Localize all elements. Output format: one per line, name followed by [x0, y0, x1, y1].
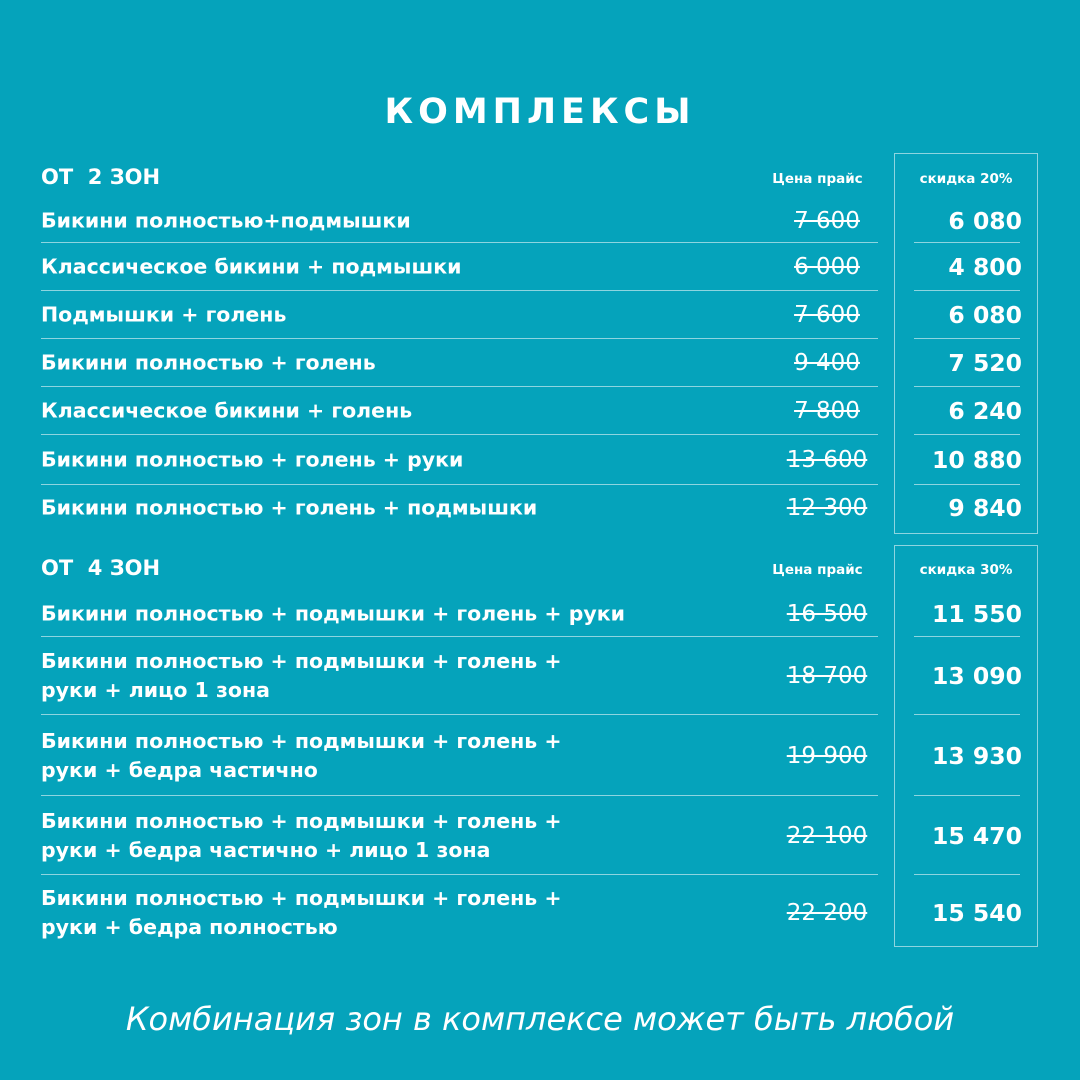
- table-row: [0, 637, 1080, 715]
- list-price: 7 800: [794, 398, 860, 424]
- table-row: [0, 435, 1080, 485]
- discount-price: 6 240: [948, 397, 1022, 425]
- zone-name: Бикини полностью + подмышки + голень + руки: [41, 601, 626, 625]
- discount-price: 4 800: [948, 253, 1022, 281]
- list-price: 22 100: [786, 822, 868, 849]
- discount-price: 7 520: [948, 349, 1022, 377]
- list-price: 16 500: [786, 600, 868, 627]
- discount-price: 13 930: [932, 741, 1022, 770]
- zone-name: Классическое бикини + подмышки: [41, 254, 462, 279]
- list-price: 13 600: [786, 447, 868, 473]
- table-row: [0, 291, 1080, 339]
- discount-price: 6 080: [948, 207, 1022, 235]
- list-price: 6 000: [794, 254, 860, 280]
- group-header-2: [0, 546, 1080, 590]
- discount-price: 15 470: [932, 821, 1022, 850]
- table-row: [0, 796, 1080, 875]
- zone-name: Бикини полностью + голень + руки: [41, 447, 464, 472]
- discount-price: 9 840: [948, 494, 1022, 522]
- zone-name: Бикини полностью + подмышки + голень + руки + бедра частично + лицо 1 зона: [41, 808, 562, 862]
- list-price: 12 300: [786, 495, 868, 521]
- zone-name: Бикини полностью + подмышки + голень + руки + бедра полностью: [41, 886, 562, 939]
- discount-price: 15 540: [932, 899, 1022, 927]
- discount-price: 6 080: [948, 301, 1022, 329]
- zone-name: Бикини полностью + подмышки + голень + руки + лицо 1 зона: [41, 649, 562, 702]
- table-row: [0, 875, 1080, 951]
- discount-price: 10 880: [932, 446, 1022, 474]
- price-column-header: Цена прайс: [772, 171, 863, 187]
- table-row: [0, 715, 1080, 796]
- zone-name: Бикини полностью + подмышки + голень + руки + бедра частично: [41, 728, 562, 782]
- group-title: ОТ 2 ЗОН: [41, 165, 161, 189]
- discount-price: 13 090: [932, 662, 1022, 690]
- list-price: 18 700: [786, 663, 868, 689]
- group-header-1: [0, 155, 1080, 199]
- list-price: 7 600: [794, 302, 860, 328]
- discount-price: 11 550: [932, 599, 1022, 628]
- zone-name: Бикини полностью+подмышки: [41, 208, 411, 233]
- zone-name: Бикини полностью + голень: [41, 350, 376, 375]
- list-price: 22 200: [786, 900, 868, 926]
- list-price: 19 900: [786, 742, 868, 769]
- page-title: КОМПЛЕКСЫ: [384, 92, 696, 132]
- table-row: [0, 243, 1080, 291]
- table-row: [0, 485, 1080, 531]
- discount-column-header: скидка 30%: [919, 562, 1013, 578]
- group-title: ОТ 4 ЗОН: [41, 556, 161, 580]
- price-column-header: Цена прайс: [772, 562, 863, 578]
- zone-name: Бикини полностью + голень + подмышки: [41, 495, 538, 520]
- table-row: [0, 590, 1080, 637]
- table-row: [0, 339, 1080, 387]
- list-price: 9 400: [794, 350, 860, 376]
- zone-name: Подмышки + голень: [41, 302, 287, 327]
- footer-note: Комбинация зон в комплексе может быть любой: [125, 1000, 955, 1038]
- discount-column-header: скидка 20%: [919, 171, 1013, 187]
- zone-name: Классическое бикини + голень: [41, 398, 413, 423]
- list-price: 7 600: [794, 208, 860, 234]
- table-row: [0, 199, 1080, 243]
- table-row: [0, 387, 1080, 435]
